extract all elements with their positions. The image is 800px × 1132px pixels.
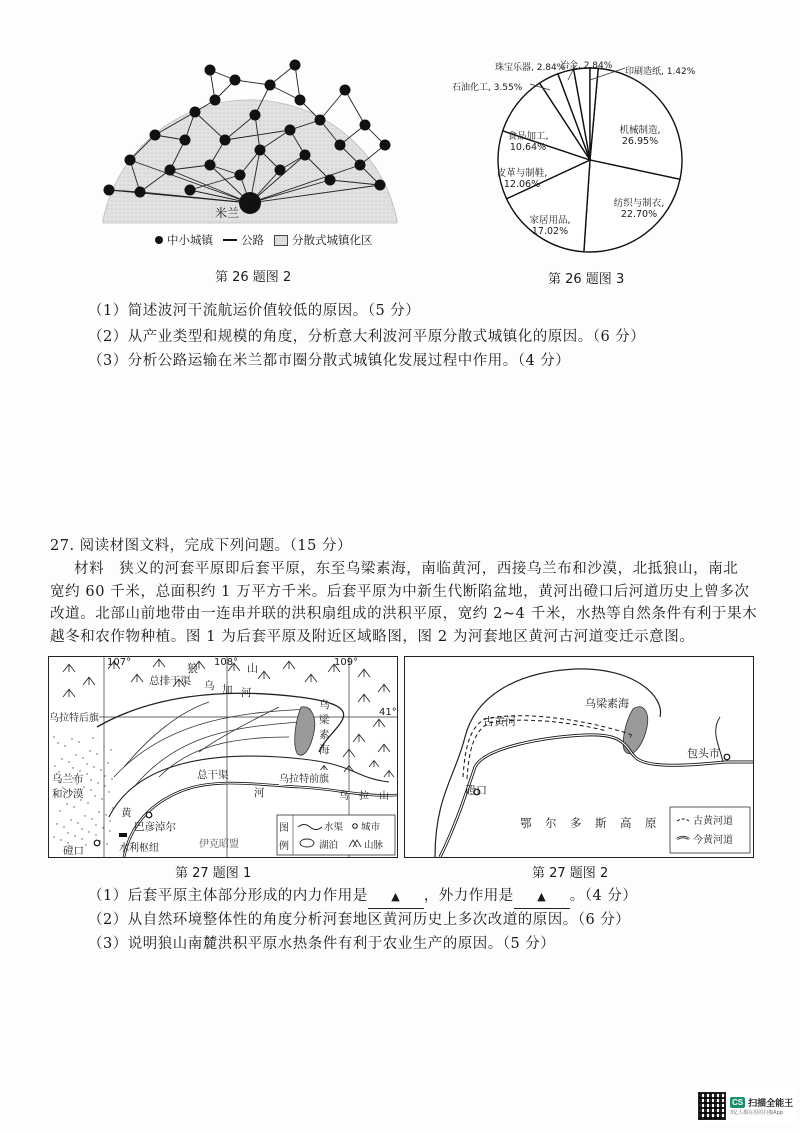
- label-shuilishuniu: 水利枢纽: [119, 843, 159, 854]
- lon-107: 107°: [107, 657, 132, 668]
- town-node: [315, 115, 326, 126]
- label-jiaju: 家居用品, 17.02%: [529, 215, 571, 237]
- town-node: [230, 75, 241, 86]
- q27-2: （2）从自然环境整体性的角度分析河套地区黄河历史上多次改道的原因。（6 分）: [88, 912, 631, 928]
- material-line-2: 宽约 60 千米，总面积约 1 万平方千米。后套平原为中新生代断陷盆地，黄河出磴口后河道历史上曾多次: [50, 583, 750, 600]
- label-baotou: 包头市: [687, 747, 720, 760]
- town-node: [220, 135, 231, 146]
- legend-chengshi: 城市: [361, 822, 381, 833]
- label-wulashan: 乌 拉 山: [339, 791, 389, 802]
- label-wls-1: 乌: [319, 699, 330, 711]
- q26-2: （2）从产业类型和规模的角度，分析意大利波河平原分散式城镇化的原因。（6 分）: [88, 329, 646, 345]
- fig27-1-caption: 第 27 题图 1: [175, 866, 252, 881]
- town-node: [210, 95, 221, 106]
- town-node: [265, 80, 276, 91]
- label-yejin: 冶金, 2.84%: [560, 61, 613, 71]
- label-he: 河: [254, 787, 265, 799]
- legend-shuiqu: 水渠: [324, 822, 344, 833]
- q27-title: 27. 阅读材图文料，完成下列问题。（15 分）: [50, 538, 352, 554]
- material-line-3: 改道。北部山前地带由一连串并联的洪积扇组成的洪积平原，宽约 2~4 千米，水热等自然条件有利于果木: [50, 606, 758, 622]
- lon-109: 109°: [334, 657, 359, 668]
- legend-new-river: 今黄河道: [693, 835, 733, 846]
- camscanner-watermark: [698, 1088, 796, 1124]
- town-node: [380, 140, 391, 151]
- town-node: [335, 140, 346, 151]
- q27-material: [50, 558, 758, 648]
- milan-network-diagram: [95, 40, 405, 255]
- town-node: [290, 60, 301, 71]
- label-fangzhi: 纺织与制衣, 22.70%: [613, 198, 665, 220]
- legend-road: 公路: [241, 233, 264, 247]
- q27-3: （3）说明狼山南麓洪积平原水热条件有利于农业生产的原因。（5 分）: [88, 936, 556, 952]
- fig26-2-legend: [155, 232, 373, 248]
- label-wls-4: 海: [319, 744, 330, 756]
- legend-old-river: 古黄河道: [693, 816, 733, 827]
- town-node: [190, 107, 201, 118]
- fig27-2-map: [404, 656, 754, 858]
- town-node: [325, 175, 336, 186]
- q27-1-pre: （1）后套平原主体部分形成的内力作用是: [88, 888, 368, 904]
- label-ordos: 鄂 尔 多 斯 高 原: [520, 816, 658, 830]
- town-node: [255, 145, 266, 156]
- fig26-2-caption: 第 26 题图 2: [215, 270, 292, 285]
- town-node: [150, 130, 161, 141]
- town-node: [135, 187, 146, 198]
- label-zongpaigan: 总排干渠: [149, 675, 191, 687]
- triangle-marker-2: ▲: [537, 890, 547, 903]
- town-node: [235, 170, 246, 181]
- label-wls-2: 梁: [319, 714, 330, 726]
- qr-code-icon: [698, 1092, 726, 1120]
- q27-1-post: 。（4 分）: [569, 888, 638, 904]
- q26-3: （3）分析公路运输在米兰都市圈分散式城镇化发展过程中作用。（4 分）: [88, 353, 571, 369]
- label-jixie: 机械制造, 26.95%: [619, 125, 661, 147]
- town-node: [125, 155, 136, 166]
- label-wulanbuhe-2: 和沙漠: [52, 788, 84, 800]
- triangle-marker-1: ▲: [391, 890, 401, 903]
- town-node: [165, 165, 176, 176]
- town-node: [275, 165, 286, 176]
- label-bayannaoer: 巴彦淖尔: [134, 821, 176, 833]
- town-node: [295, 95, 306, 106]
- fig27-1-map: [48, 656, 398, 858]
- legend-tu: 图: [279, 823, 289, 834]
- town-node: [340, 85, 351, 96]
- label-yinshua: 印刷造纸, 1.42%: [625, 67, 696, 77]
- area-box-icon: [274, 235, 288, 246]
- label-wu-jia-he-3: 河: [241, 687, 252, 699]
- town-node: [285, 125, 296, 136]
- label-zhubao: 珠宝乐器, 2.84%: [495, 63, 566, 73]
- town-node: [104, 185, 115, 196]
- legend-area: 分散式城镇化区: [292, 233, 373, 247]
- label-wulanbuhe-1: 乌兰布: [52, 773, 84, 785]
- q27-1-mid: ，外力作用是: [423, 888, 514, 904]
- label-dengkou: 磴口: [63, 845, 84, 857]
- label-wu-jia-he-2: 加: [222, 684, 233, 696]
- label-wulatehouqi: 乌拉特后旗: [49, 709, 99, 724]
- fig26-2: [95, 40, 405, 255]
- legend-hupo: 湖泊: [319, 840, 339, 851]
- label-shiyou: 石油化工, 3.55%: [452, 83, 523, 93]
- town-node: [300, 150, 311, 161]
- material-line-1: 材料 狭义的河套平原即后套平原，东至乌梁素海，南临黄河，西接乌兰布和沙漠，北抵狼山，南北: [74, 561, 739, 577]
- lon-108: 108°: [214, 657, 239, 668]
- cs-tagline: 3亿人都在用的扫描App: [730, 1110, 783, 1116]
- q27-1: [88, 885, 637, 909]
- label-guhuanghe: 古黄河: [483, 715, 516, 728]
- cs-app-name: 扫描全能王: [748, 1099, 794, 1109]
- answer-blank-2: [514, 885, 570, 909]
- milan-label: 米兰: [215, 206, 240, 220]
- town-node: [205, 65, 216, 76]
- fig26-3: [440, 50, 740, 270]
- q26-1: （1）简述波河干流航运价值较低的原因。（5 分）: [88, 303, 421, 319]
- town-node: [375, 180, 386, 191]
- legend-shanmai: 山脉: [364, 840, 384, 851]
- town-dot-icon: [155, 236, 163, 244]
- town-node: [250, 110, 261, 121]
- cs-logo-icon: CS: [732, 1098, 744, 1107]
- label-wls-3: 素: [319, 729, 330, 741]
- town-node: [185, 185, 196, 196]
- fig27-2-caption: 第 27 题图 2: [532, 866, 609, 881]
- road-line-icon: [223, 239, 237, 241]
- legend-town: 中小城镇: [167, 233, 213, 247]
- answer-blank-1: [368, 885, 424, 909]
- milan-city-node: [239, 192, 261, 214]
- label-lang: 狼: [187, 662, 198, 675]
- legend-li: 例: [279, 841, 289, 852]
- label-yikezhaomeng: 伊克昭盟: [199, 839, 239, 850]
- town-node: [360, 120, 371, 131]
- label-dengkou-2: 磴口: [465, 784, 487, 797]
- fig26-3-caption: 第 26 题图 3: [548, 272, 625, 287]
- label-zongganqu: 总干渠: [197, 769, 229, 781]
- town-node: [180, 135, 191, 146]
- town-node: [355, 160, 366, 171]
- label-pige: 皮革与制鞋, 12.06%: [496, 168, 548, 190]
- label-huang: 黄: [121, 807, 132, 819]
- label-shipin: 食品加工, 10.64%: [507, 131, 549, 153]
- label-shan: 山: [247, 662, 258, 675]
- label-wulateqianqi: 乌拉特前旗: [279, 770, 329, 785]
- town-node: [205, 160, 216, 171]
- lat-41: 41°: [379, 707, 397, 718]
- material-line-4: 越冬和农作物种植。图 1 为后套平原及附近区域略图，图 2 为河套地区黄河古河道变迁示意图。: [50, 628, 695, 645]
- label-wuliangsuhai: 乌梁素海: [585, 697, 629, 710]
- label-wu-jia-he-1: 乌: [204, 680, 215, 692]
